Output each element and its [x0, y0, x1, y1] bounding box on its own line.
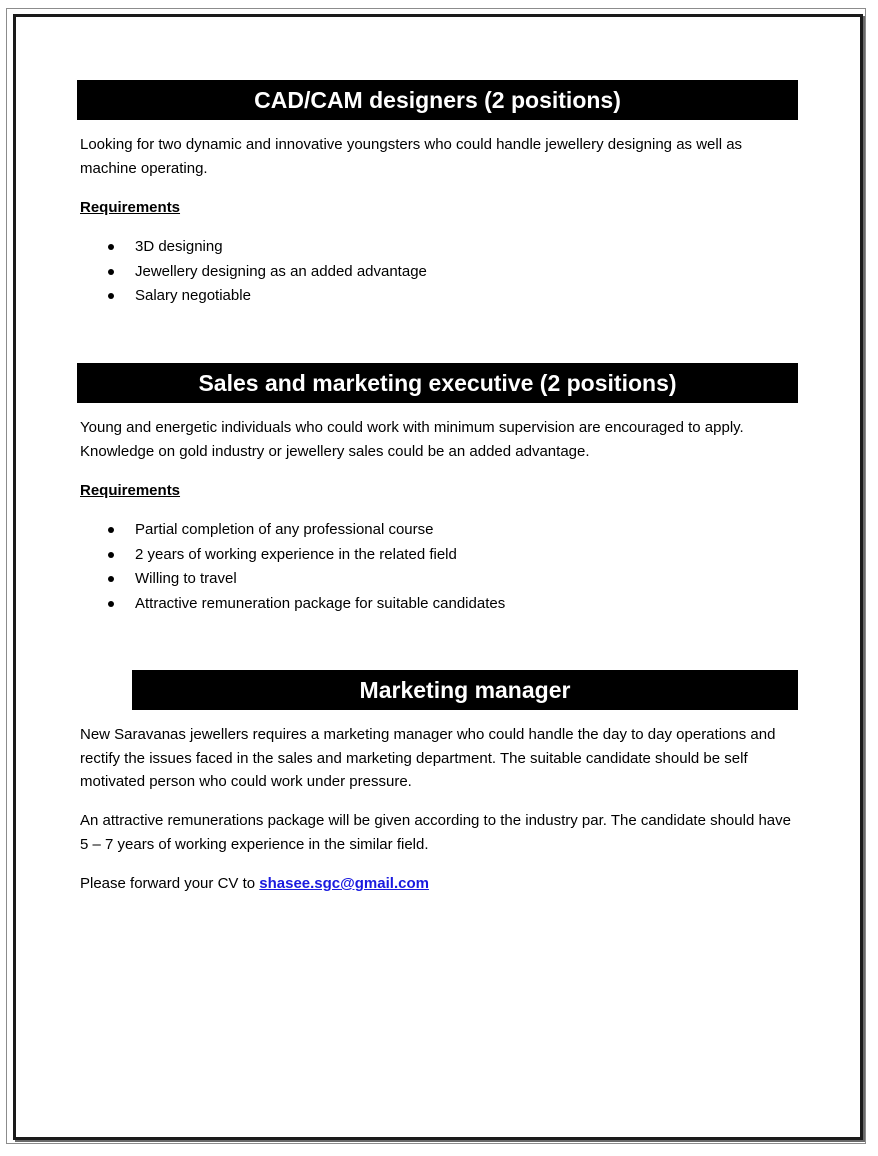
bullet-icon [108, 293, 114, 299]
list-item: 2 years of working experience in the related field [108, 543, 505, 568]
contact-line [80, 872, 800, 896]
list-item: Jewellery designing as an added advantage [108, 260, 427, 285]
section-title-marketing-manager: Marketing manager [132, 670, 798, 710]
section-title-cad-cam: CAD/CAM designers (2 positions) [77, 80, 798, 120]
bullet-icon [108, 601, 114, 607]
contact-prefix: Please forward your CV to [80, 875, 260, 892]
requirements-heading-sales-marketing: Requirements [80, 482, 181, 499]
bullet-icon [108, 244, 114, 250]
list-item: Attractive remuneration package for suitable candidates [108, 592, 505, 617]
requirements-list-cad-cam [108, 235, 427, 309]
bullet-icon [108, 576, 114, 582]
requirements-heading-cad-cam: Requirements [80, 199, 181, 216]
section-paragraph-marketing-manager-1: New Saravanas jewellers requires a marketing manager who could handle the day to day operations and rectify the issues faced in the sales and marketing department. The suitable candidate should be self motivated person who could work under pressure. [80, 726, 776, 790]
list-item: Salary negotiable [108, 284, 427, 309]
section-description-cad-cam: Looking for two dynamic and innovative youngsters who could handle jewellery designing as well as machine operating. [80, 136, 743, 177]
section-description-sales-marketing: Young and energetic individuals who could work with minimum supervision are encouraged to apply. Knowledge on gold industry or jewellery sales could be an added advantage. [80, 419, 744, 460]
bullet-icon [108, 552, 114, 558]
list-item: 3D designing [108, 235, 427, 260]
bullet-icon [108, 527, 114, 533]
list-item: Willing to travel [108, 567, 505, 592]
list-item: Partial completion of any professional course [108, 518, 505, 543]
email-link[interactable]: shasee.sgc@gmail.com [259, 875, 429, 892]
section-paragraph-marketing-manager-2: An attractive remunerations package will be given according to the industry par. The candidate should have 5 – 7 years of working experience in the similar field. [80, 812, 791, 853]
requirements-list-sales-marketing [108, 518, 505, 616]
bullet-icon [108, 269, 114, 275]
section-title-sales-marketing: Sales and marketing executive (2 positions) [77, 363, 798, 403]
